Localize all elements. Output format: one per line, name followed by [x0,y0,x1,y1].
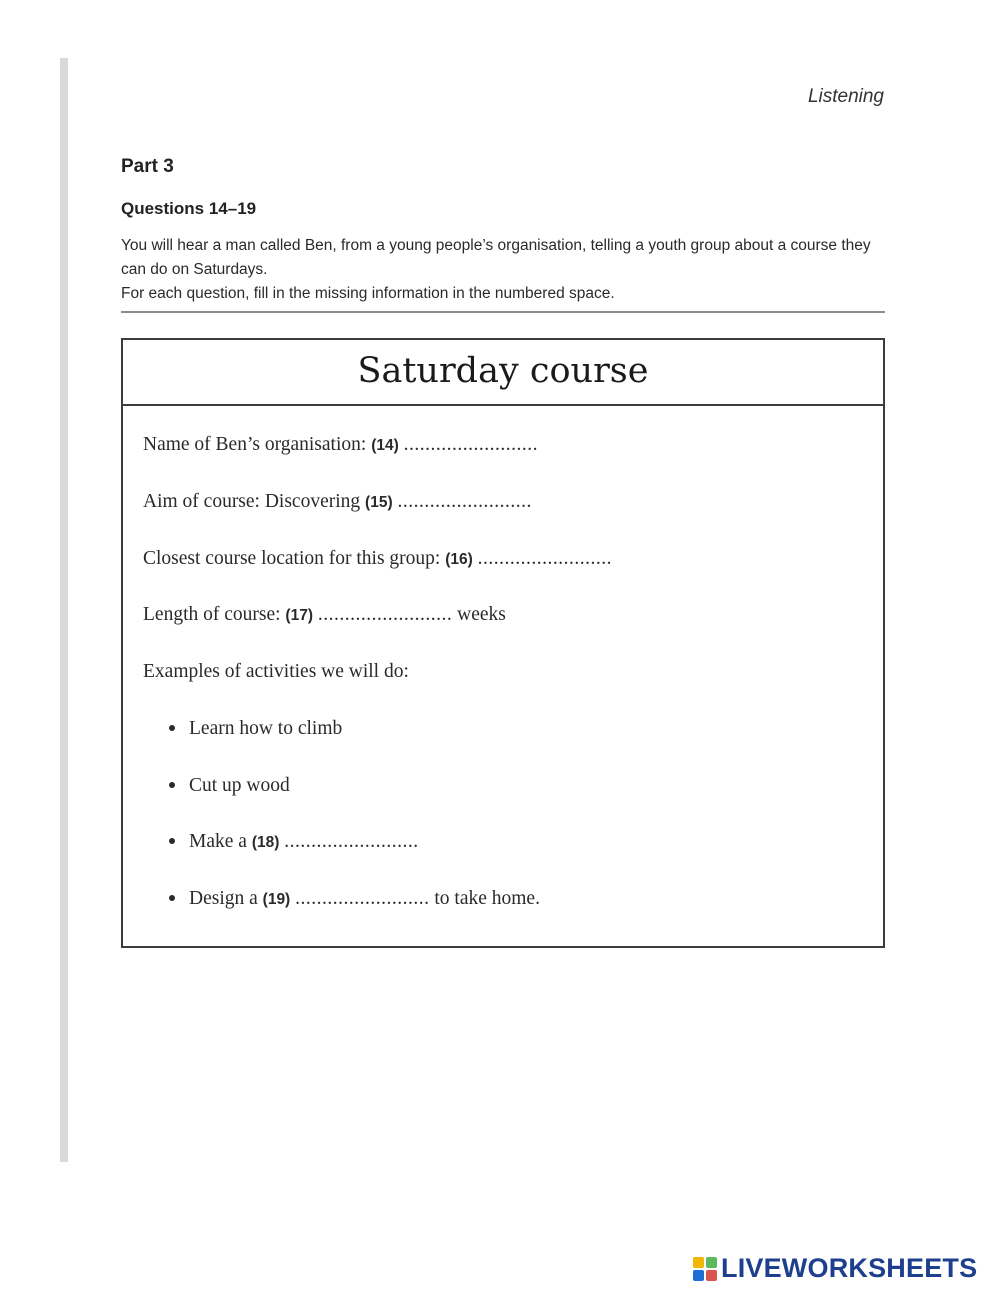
question-number: (18) [251,834,280,851]
form-row-location [143,548,612,570]
questions-range: Questions 14–19 [121,199,257,218]
answer-blank-16[interactable]: ......................... [477,548,613,569]
form-label: Name of Ben’s organisation: [143,434,367,455]
question-number: (14) [371,437,399,454]
section-label: Listening [807,86,884,107]
activity-item [169,718,342,740]
part-title: Part 3 [121,156,174,177]
answer-blank-18[interactable]: ......................... [284,831,419,852]
question-number: (17) [285,607,313,624]
activity-text: Learn how to climb [189,718,343,739]
bullet-icon [169,782,175,788]
form-suffix: weeks [457,604,506,625]
question-number: (16) [445,551,473,568]
form-row-organisation [143,434,538,456]
form-row-length [143,604,506,626]
question-number: (19) [262,891,291,908]
activity-text: Cut up wood [189,775,290,796]
answer-blank-19[interactable]: ......................... [295,888,430,909]
answer-blank-14[interactable]: ......................... [403,434,539,455]
form-label: Length of course: [143,604,281,625]
form-label: Aim of course: Discovering [143,491,361,512]
bullet-icon [169,725,175,731]
course-form-box [121,338,885,948]
answer-blank-15[interactable]: ......................... [397,491,532,512]
section-divider [121,311,885,313]
answer-blank-17[interactable]: ......................... [317,604,453,625]
form-label: Closest course location for this group: [143,548,441,569]
activity-text: Design a [189,888,258,909]
instructions [121,234,891,306]
liveworksheets-logo[interactable] [693,1253,977,1284]
instruction-task: For each question, fill in the missing information in the numbered space. [121,285,615,302]
course-title: Saturday course [123,340,883,406]
question-number: (15) [365,494,393,511]
activity-item [169,775,290,797]
activity-text: Make a [189,831,247,852]
bullet-icon [169,838,175,844]
activities-heading: Examples of activities we will do: [143,661,409,682]
brand-name: LIVEWORKSHEETS [721,1253,978,1283]
form-suffix: to take home. [434,888,540,909]
liveworksheets-logo-icon [693,1257,717,1281]
instruction-context: You will hear a man called Ben, from a young people’s organisation, telling a youth group about a course they can do on Saturdays. [121,237,871,278]
activity-item [169,831,419,853]
form-row-aim [143,491,532,513]
activity-item [169,888,540,910]
bullet-icon [169,895,175,901]
page-margin-rule [60,58,68,1162]
